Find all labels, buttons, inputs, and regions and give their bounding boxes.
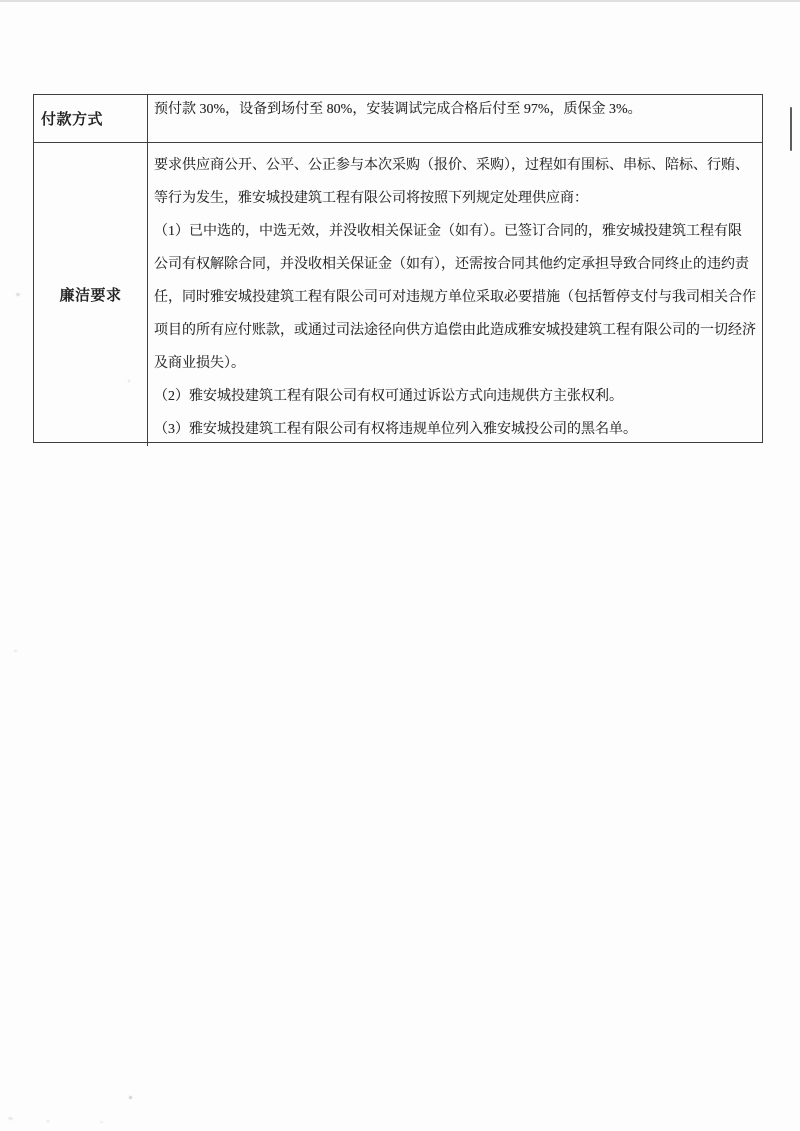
content-line: （3）雅安城投建筑工程有限公司有权将违规单位列入雅安城投公司的黑名单。: [154, 422, 637, 437]
scan-speck: [14, 650, 17, 652]
content-line: （1）已中选的，中选无效，并没收相关保证金（如有）。已签订合同的，雅安城投建筑工程有限: [154, 224, 742, 239]
content-line: 项目的所有应付账款，或通过司法途径向供方追偿由此造成雅安城投建筑工程有限公司的一切经济: [154, 323, 756, 338]
scan-speck: [224, 291, 226, 293]
content-line: 任，同时雅安城投建筑工程有限公司可对违规方单位采取必要措施（包括暂停支付与我司相关合作: [154, 290, 756, 305]
content-line: 公司有权解除合同，并没收相关保证金（如有），还需按合同其他约定承担导致合同终止的违约责: [154, 257, 749, 272]
payment-method-label: 付款方式: [34, 95, 148, 143]
integrity-requirement-content: [148, 143, 762, 446]
scan-speck: [100, 1121, 103, 1123]
integrity-requirement-label: 廉洁要求: [34, 143, 148, 446]
payment-method-content: [148, 95, 762, 143]
scan-speck: [128, 380, 130, 382]
scan-top-edge-artifact: [0, 0, 800, 2]
scan-speck: [129, 1096, 132, 1099]
content-line: 等行为发生，雅安城投建筑工程有限公司将按照下列规定处理供应商：: [154, 191, 588, 206]
content-line: （2）雅安城投建筑工程有限公司有权可通过诉讼方式向违规供方主张权利。: [154, 389, 623, 404]
content-line: 要求供应商公开、公平、公正参与本次采购（报价、采购），过程如有围标、串标、陪标、行贿、: [154, 158, 749, 173]
content-line: 预付款 30%，设备到场付至 80%，安装调试完成合格后付至 97%，质保金 3%。: [154, 102, 642, 117]
scan-speck: [46, 1120, 50, 1122]
content-line: 及商业损失）。: [154, 356, 245, 371]
scan-streak-artifact: [790, 107, 792, 151]
scan-speck: [8, 1117, 13, 1120]
terms-table: [33, 94, 763, 443]
scan-speck: [16, 293, 20, 296]
